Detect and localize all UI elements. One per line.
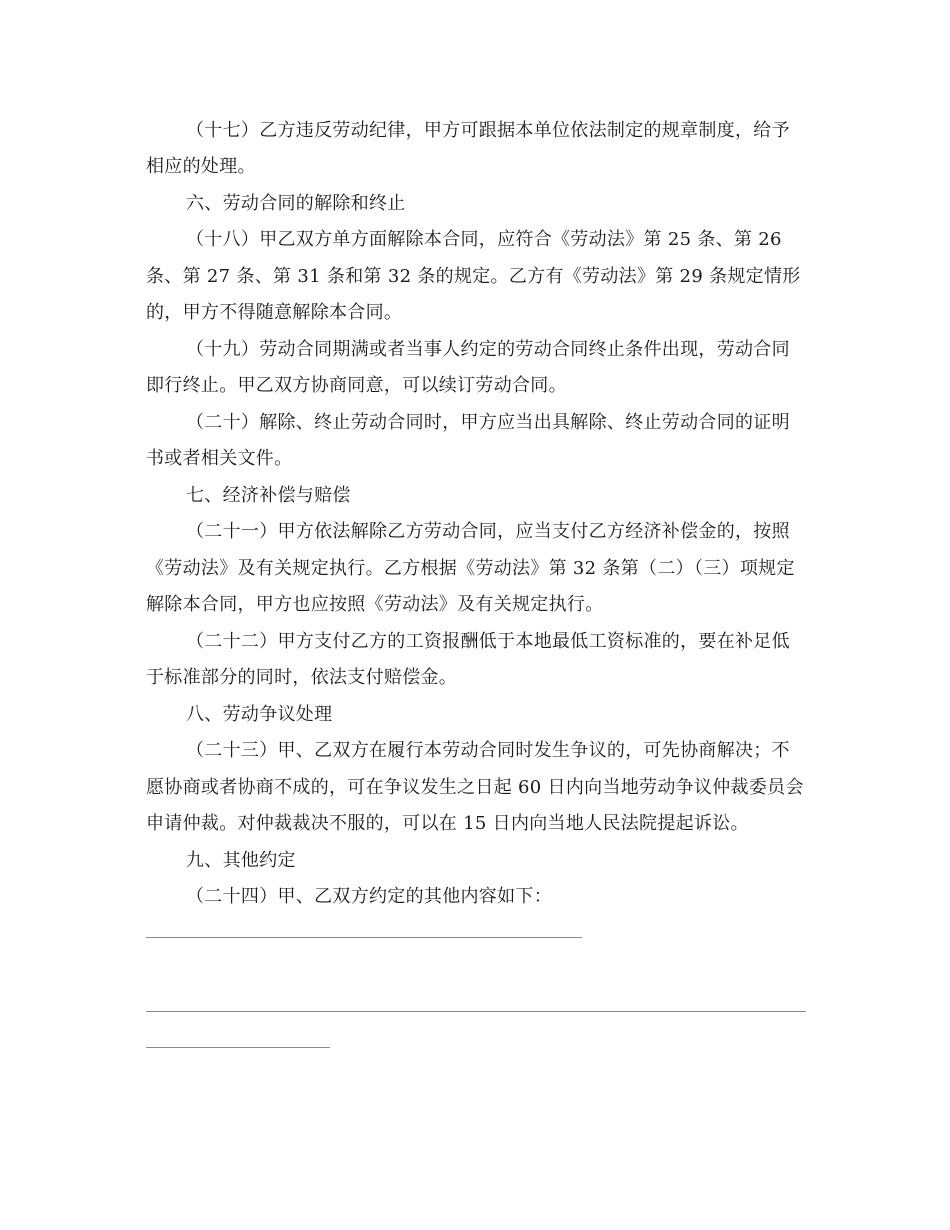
clause-18-line-2: 条、第 27 条、第 31 条和第 32 条的规定。乙方有《劳动法》第 29 条规定情形	[146, 266, 801, 287]
clause-17-line-1: （十七）乙方违反劳动纪律，甲方可跟据本单位依法制定的规章制度，给予	[186, 120, 790, 141]
section-6-heading: 六、劳动合同的解除和终止	[186, 193, 406, 214]
clause-17-line-2: 相应的处理。	[146, 156, 256, 177]
blank-fill-line-2	[146, 1011, 806, 1012]
clause-22-line-2: 于标准部分的同时，依法支付赔偿金。	[146, 667, 458, 688]
clause-20-line-1: （二十）解除、终止劳动合同时，甲方应当出具解除、终止劳动合同的证明	[186, 412, 790, 433]
clause-23-line-2: 愿协商或者协商不成的，可在争议发生之日起 60 日内向当地劳动争议仲裁委员会	[146, 777, 804, 798]
clause-20-line-2: 书或者相关文件。	[146, 448, 293, 469]
section-8-heading: 八、劳动争议处理	[186, 704, 333, 725]
clause-18-line-3: 的，甲方不得随意解除本合同。	[146, 302, 403, 323]
clause-23-line-1: （二十三）甲、乙双方在履行本劳动合同时发生争议的，可先协商解决；不	[186, 740, 790, 761]
clause-21-line-1: （二十一）甲方依法解除乙方劳动合同，应当支付乙方经济补偿金的，按照	[186, 521, 790, 542]
clause-23-line-3: 申请仲裁。对仲裁裁决不服的，可以在 15 日内向当地人民法院提起诉讼。	[146, 813, 749, 834]
clause-19-line-2: 即行终止。甲乙双方协商同意，可以续订劳动合同。	[146, 375, 567, 396]
clause-22-line-1: （二十二）甲方支付乙方的工资报酬低于本地最低工资标准的，要在补足低	[186, 631, 790, 652]
clause-19-line-1: （十九）劳动合同期满或者当事人约定的劳动合同终止条件出现，劳动合同	[186, 339, 790, 360]
blank-fill-line-3	[146, 1047, 330, 1048]
clause-21-line-2: 《劳动法》及有关规定执行。乙方根据《劳动法》第 32 条第（二）（三）项规定	[146, 558, 795, 579]
clause-18-line-1: （十八）甲乙双方单方面解除本合同，应符合《劳动法》第 25 条、第 26	[186, 229, 782, 250]
blank-fill-line-1	[146, 937, 582, 938]
section-9-heading: 九、其他约定	[186, 850, 296, 871]
clause-21-line-3: 解除本合同，甲方也应按照《劳动法》及有关规定执行。	[146, 594, 604, 615]
clause-24-line-1: （二十四）甲、乙双方约定的其他内容如下：	[186, 886, 552, 907]
section-7-heading: 七、经济补偿与赔偿	[186, 485, 351, 506]
